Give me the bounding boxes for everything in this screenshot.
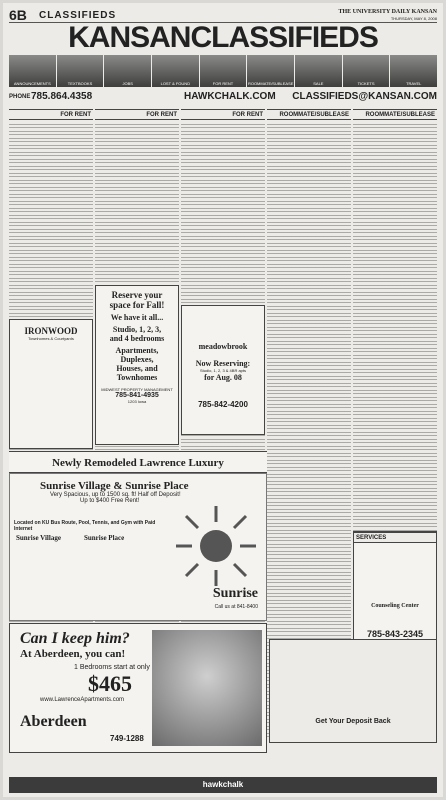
sunrise-place: Sunrise Place — [84, 534, 125, 542]
reserve-address: 1203 Iowa — [127, 399, 147, 404]
meadowbrook-name: meadowbrook — [198, 342, 248, 351]
column-header: ROOMMATE/SUBLEASE — [353, 109, 437, 120]
category-strip — [9, 55, 437, 87]
sunrise-title: Sunrise Village & Sunrise Place — [40, 480, 189, 492]
meadowbrook-ad — [181, 305, 265, 435]
column-header: FOR RENT — [9, 109, 93, 120]
sunrise-location: Located on KU Bus Route, Pool, Tennis, and Gym with Paid Internet — [14, 520, 156, 532]
website-link[interactable]: HAWKCHALK.COM — [184, 91, 276, 102]
classifieds-masthead — [9, 23, 437, 53]
phone-label: PHONE — [9, 94, 31, 100]
ironwood-ad — [9, 319, 93, 449]
category-for-rent[interactable] — [200, 55, 247, 87]
masthead-kansan: KANSAN — [68, 21, 191, 54]
category-label: SALE — [313, 81, 324, 86]
category-sale[interactable] — [295, 55, 342, 87]
aberdeen-brand: Aberdeen — [20, 713, 87, 730]
sunrise-subtitle: Very Spacious, up to 1500 sq. ft! Half off Deposit! — [50, 492, 181, 498]
reserve-line2: space for Fall! — [109, 300, 165, 310]
contact-bar — [9, 89, 437, 105]
meadowbrook-line2: Studio, 1, 2, 3 & 4BR apts — [199, 368, 247, 373]
aberdeen-special: 1 Bedrooms start at only — [74, 664, 150, 671]
reserve-line8: Houses, and — [116, 364, 158, 373]
column-header: FOR RENT — [181, 109, 265, 120]
reserve-line3: We have it all... — [110, 313, 164, 322]
counseling-phone: 785-843-2345 — [366, 629, 424, 639]
counseling-title: Counseling Center — [371, 603, 419, 609]
aberdeen-phone: 749-1288 — [110, 734, 144, 743]
sun-graphic — [176, 506, 256, 586]
category-label: TEXTBOOKS — [67, 81, 93, 86]
sunrise-brand: Sunrise — [212, 586, 258, 601]
issue-date: THURSDAY, MAY 8, 2008 — [390, 16, 437, 21]
luxury-headline: Newly Remodeled Lawrence Luxury — [9, 451, 267, 473]
meadowbrook-line1: Now Reserving: — [195, 359, 251, 368]
category-label: JOBS — [122, 81, 133, 86]
reserve-line7: Duplexes, — [120, 355, 154, 364]
aberdeen-answer: At Aberdeen, you can! — [20, 648, 126, 660]
footer-bar: hawkchalk — [9, 777, 437, 793]
masthead-classifieds: CLASSIFIEDS — [190, 21, 378, 54]
aberdeen-web[interactable]: www.LawrenceApartments.com — [40, 697, 125, 703]
reserve-brand: MIDWEST PROPERTY MANAGEMENT — [101, 387, 173, 392]
reserve-line4: Studio, 1, 2, 3, — [112, 325, 162, 334]
category-label: TRAVEL — [406, 81, 422, 86]
category-label: FOR RENT — [212, 81, 234, 86]
sunrise-ad — [9, 473, 267, 621]
email-link[interactable]: CLASSIFIEDS@KANSAN.COM — [292, 91, 437, 102]
ironwood-line: Townhomes & Courtyards — [28, 336, 74, 341]
category-travel[interactable] — [390, 55, 437, 87]
category-label: LOST & FOUND — [160, 81, 191, 86]
reserve-line6: Apartments, — [115, 346, 159, 355]
category-label: ROOMMATE/SUBLEASE — [247, 81, 294, 86]
deposit-title: Get Your Deposit Back — [315, 718, 391, 725]
category-announcements[interactable] — [9, 55, 56, 87]
category-lost-found[interactable] — [152, 55, 199, 87]
section-title: CLASSIFIEDS — [39, 10, 117, 21]
dog-photo — [152, 630, 262, 746]
category-tickets[interactable] — [343, 55, 390, 87]
reserve-line9: Townhomes — [116, 373, 158, 382]
reserve-line1: Reserve your — [111, 290, 163, 300]
category-label: TICKETS — [357, 81, 375, 86]
column-header: FOR RENT — [95, 109, 179, 120]
phone-number: 785.864.4358 — [31, 91, 93, 102]
sunrise-village: Sunrise Village — [16, 534, 61, 542]
sunrise-subtitle-2: Up to $400 Free Rent! — [80, 498, 140, 504]
services-header: SERVICES — [354, 532, 436, 543]
classified-page — [3, 3, 443, 797]
reserve-ad — [95, 285, 179, 445]
meadowbrook-line3: for Aug. 08 — [204, 373, 242, 382]
reserve-phone: 785-841-4935 — [115, 392, 159, 399]
column-header: ROOMMATE/SUBLEASE — [267, 109, 351, 120]
deposit-ad — [269, 639, 437, 743]
aberdeen-question: Can I keep him? — [20, 630, 130, 647]
category-roommate-sublease[interactable] — [247, 55, 294, 87]
category-label: ANNOUNCEMENTS — [13, 81, 51, 86]
page-number: 6B — [9, 7, 27, 23]
ironwood-name: IRONWOOD — [24, 326, 78, 336]
category-textbooks[interactable] — [57, 55, 104, 87]
aberdeen-price: $465 — [88, 671, 132, 696]
sunrise-call: Call us at 841-8400 — [214, 604, 258, 610]
paper-name: THE UNIVERSITY DAILY KANSAN — [338, 9, 437, 15]
aberdeen-ad — [9, 623, 267, 753]
reserve-line5: and 4 bedrooms — [109, 334, 165, 343]
category-jobs[interactable] — [104, 55, 151, 87]
meadowbrook-phone: 785-842-4200 — [198, 400, 248, 409]
